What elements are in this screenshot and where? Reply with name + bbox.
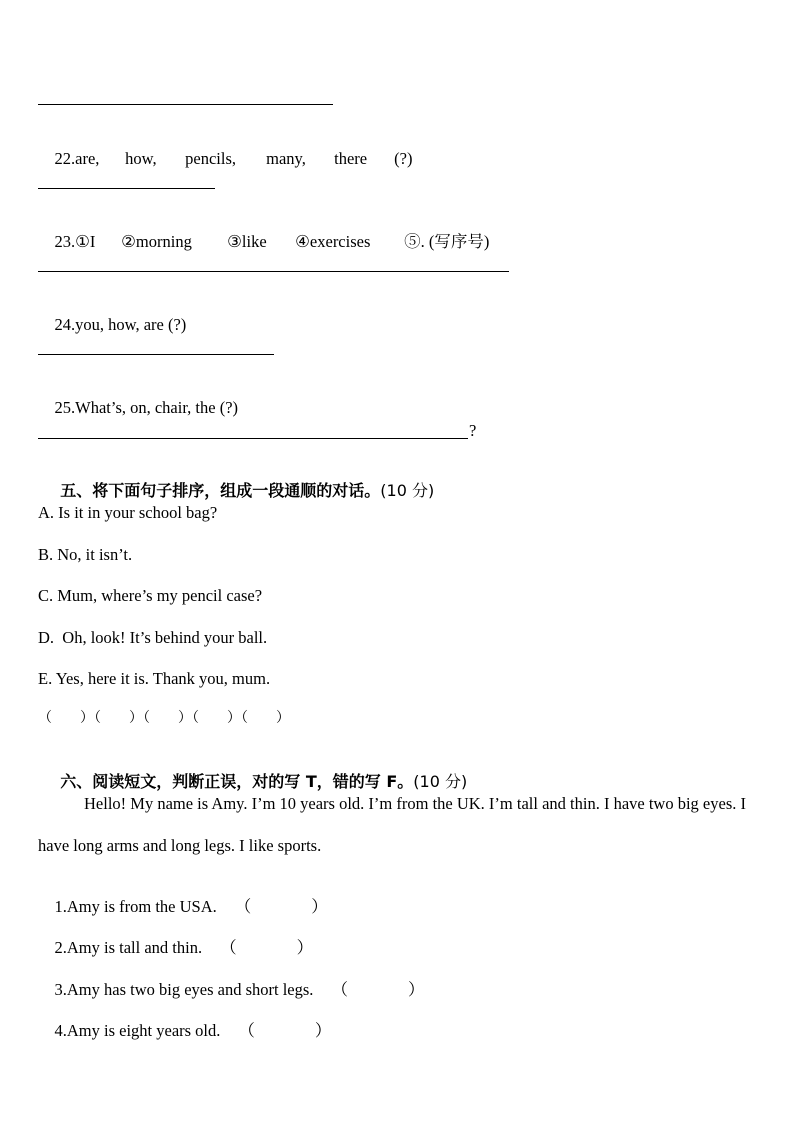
question-number: 23. (54, 232, 76, 251)
answer-line-23[interactable] (38, 271, 509, 272)
tf-question-4 (38, 1001, 331, 1061)
word: are, (75, 149, 100, 168)
word: many, (266, 149, 306, 168)
bracket-open[interactable]: （ (238, 1021, 255, 1040)
question-number: 22. (54, 149, 76, 168)
word: ②morning (121, 232, 192, 251)
dialogue-line-e: E. Yes, here it is. Thank you, mum. (38, 669, 271, 688)
question-number: 24. (54, 315, 76, 334)
question-25 (38, 378, 238, 438)
word: ①I (75, 232, 96, 251)
section-heading-text: 五、将下面句子排序，组成一段通顺的对话。 (60, 481, 381, 500)
answer-line-24[interactable] (38, 354, 274, 355)
tf-question-text: 2.Amy is tall and thin. (54, 938, 203, 957)
passage-text: Hello! My name is Amy. I’m 10 years old. I’m from the UK. I’m tall and thin. I have two big eyes. I have long arms and long legs. I like sports. (38, 794, 746, 855)
bracket-close[interactable]: ） (314, 1021, 332, 1040)
dialogue-line-c: C. Mum, where’s my pencil case? (38, 586, 263, 605)
bracket-open[interactable]: （ (331, 980, 348, 999)
word: ⑤. (写序号) (404, 232, 490, 251)
dialogue-line-b: B. No, it isn’t. (38, 545, 133, 564)
question-number: 25. (54, 398, 76, 417)
section-points: (10 分) (380, 481, 435, 500)
word: ④exercises (295, 232, 371, 251)
reading-passage (38, 783, 758, 867)
word: pencils, (185, 149, 236, 168)
question-23 (38, 212, 489, 272)
bracket-close[interactable]: ） (407, 980, 425, 999)
tf-question-text: 4.Amy is eight years old. (54, 1021, 221, 1040)
dialogue-line-a: A. Is it in your school bag? (38, 503, 218, 522)
answer-end-mark: ? (469, 421, 477, 440)
word: there (334, 149, 368, 168)
answer-line-25[interactable] (38, 438, 468, 439)
section-heading-text: 六、阅读短文，判断正误，对的写 T，错的写 F。 (60, 772, 414, 791)
bracket-open[interactable]: （ (220, 938, 237, 957)
order-answer-row[interactable]: （ ）（ ）（ ）（ ）（ ） (38, 711, 290, 726)
word: ③like (227, 232, 267, 251)
question-text: What’s, on, chair, the (?) (75, 398, 239, 417)
tf-question-text: 1.Amy is from the USA. (54, 897, 217, 916)
section-points: (10 分) (413, 772, 468, 791)
answer-line-22[interactable] (38, 188, 215, 189)
word: (?) (394, 149, 413, 168)
question-22 (38, 129, 412, 189)
bracket-open[interactable]: （ (234, 897, 252, 916)
question-text: you, how, are (?) (75, 315, 187, 334)
dialogue-line-d: D. Oh, look! It’s behind your ball. (38, 628, 268, 647)
bracket-close[interactable]: ） (296, 938, 314, 957)
answer-line-21[interactable] (38, 104, 333, 105)
word: how, (125, 149, 157, 168)
bracket-close[interactable]: ） (311, 897, 328, 916)
question-24 (38, 295, 186, 355)
tf-question-text: 3.Amy has two big eyes and short legs. (54, 980, 314, 999)
